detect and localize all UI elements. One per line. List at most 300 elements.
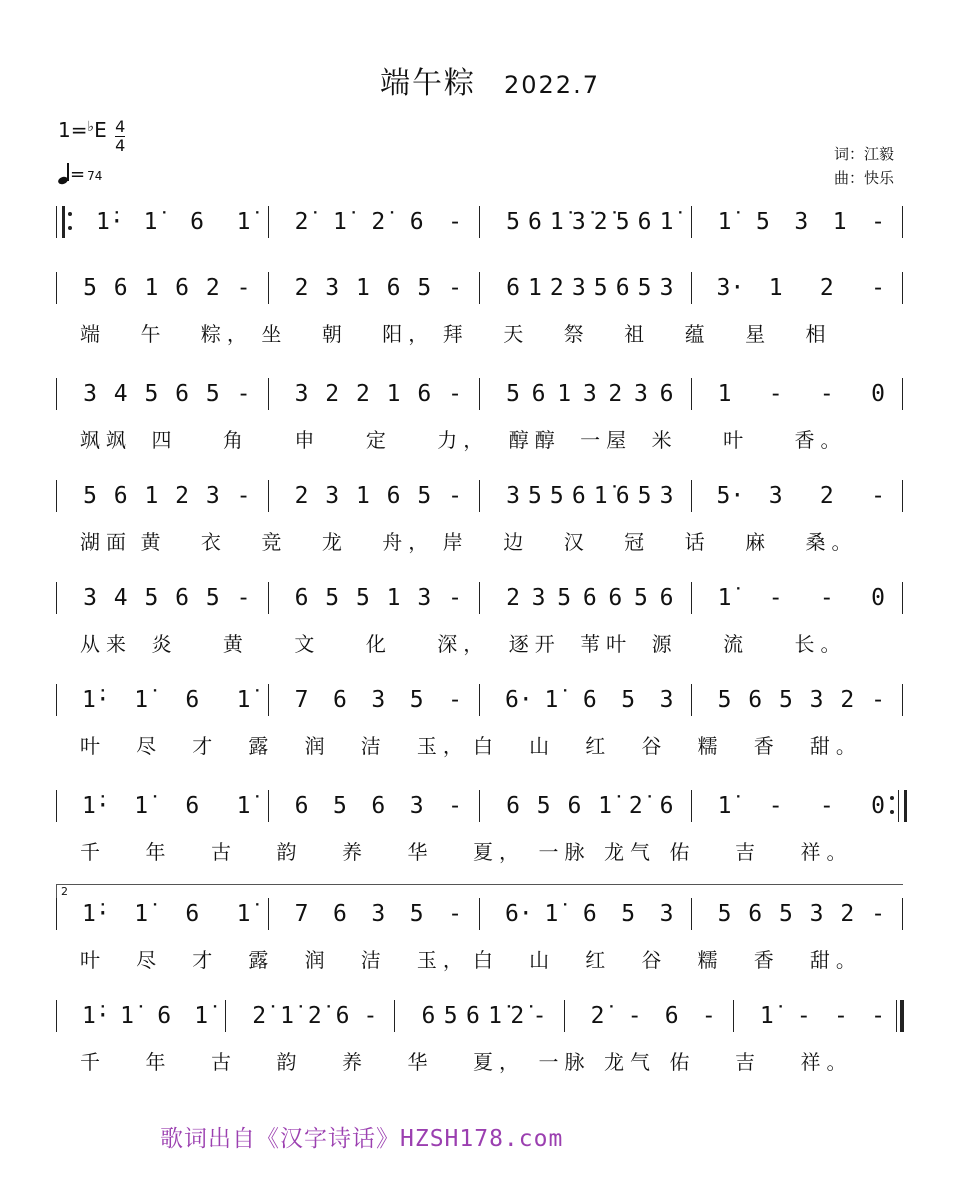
lyric-word: 醇醇 xyxy=(508,428,561,452)
note: - xyxy=(448,381,462,407)
note: 2 xyxy=(608,381,623,407)
note: 5 xyxy=(778,901,793,927)
lyric-word: 午 xyxy=(140,322,167,346)
note: - xyxy=(871,1003,885,1029)
note: 0 xyxy=(871,381,885,407)
note: 1̇· xyxy=(96,209,124,235)
note: 1 xyxy=(832,209,847,235)
note: 2 xyxy=(325,381,340,407)
note: 5· xyxy=(716,483,745,509)
note: 6 xyxy=(332,901,347,927)
barline xyxy=(268,378,269,410)
tempo-marking: = 74 xyxy=(58,162,102,185)
lyric-word: 边 xyxy=(503,530,530,554)
score-line xyxy=(56,780,904,868)
barline xyxy=(902,582,903,614)
title-text: 端午粽 xyxy=(380,66,476,101)
key-signature: 1=♭E $\frac{4}{4}$ xyxy=(58,117,126,155)
lyric-word: 佑 xyxy=(669,840,696,864)
note: 3 xyxy=(531,585,546,611)
lyric-word: 古 xyxy=(211,840,237,864)
note: 6 xyxy=(157,1003,172,1029)
note: 6 xyxy=(506,793,520,819)
note: 6 xyxy=(582,901,597,927)
barline xyxy=(225,1000,226,1032)
lyric-word: 香 xyxy=(753,948,780,972)
lyric-word: 话 xyxy=(684,530,711,554)
note: - xyxy=(768,381,783,407)
lyric-word: 叶 xyxy=(80,734,106,758)
score-line xyxy=(56,885,904,976)
note: 1 xyxy=(717,381,732,407)
lyric-word: 佑 xyxy=(669,1050,696,1074)
barline xyxy=(691,898,692,930)
lyric-word: 华 xyxy=(407,1050,434,1074)
note: 1 xyxy=(386,585,401,611)
note: 1̇· xyxy=(82,687,110,713)
note: 3 xyxy=(582,381,597,407)
lyric-word: 四 xyxy=(151,428,178,452)
note: - xyxy=(363,1003,378,1029)
note: - xyxy=(833,1003,848,1029)
note: - xyxy=(627,1003,642,1029)
notes-row xyxy=(56,368,904,420)
lyric-word: 文 xyxy=(294,632,321,656)
note: 5 xyxy=(549,483,564,509)
note: 5 xyxy=(717,901,732,927)
barline xyxy=(56,480,57,512)
lyric-word: 相 xyxy=(805,322,832,346)
note: 4 xyxy=(113,381,128,407)
note: 2 xyxy=(294,275,309,301)
lyric-word: 从来 xyxy=(80,632,132,656)
note: 5 xyxy=(615,209,630,235)
note: 1̇ xyxy=(332,209,347,235)
note: 6 xyxy=(386,275,401,301)
note: 5 xyxy=(409,901,424,927)
note: 5 xyxy=(633,585,648,611)
barline xyxy=(268,582,269,614)
note: 6 xyxy=(664,1003,679,1029)
note: 2̇ xyxy=(593,209,608,235)
note: - xyxy=(871,483,885,509)
lyric-word: 香 xyxy=(753,734,780,758)
lyric-word: 拜 xyxy=(442,322,469,346)
note: 2 xyxy=(819,483,834,509)
lyric-word: 山 xyxy=(529,948,556,972)
note: 7 xyxy=(294,687,309,713)
barline xyxy=(902,206,903,238)
barline xyxy=(394,1000,395,1032)
note: 5 xyxy=(409,687,424,713)
lyric-word: 才 xyxy=(192,734,219,758)
barline xyxy=(691,206,692,238)
volta-number: 2 xyxy=(61,885,68,898)
lyric-word: 祭 xyxy=(563,322,590,346)
notes-row xyxy=(56,780,904,832)
barline xyxy=(733,1000,734,1032)
score-line xyxy=(56,196,904,248)
lyric-word: 洁 xyxy=(360,948,387,972)
lyric-word: 桑。 xyxy=(805,530,858,554)
barline xyxy=(268,790,269,822)
note: 6 xyxy=(531,381,546,407)
notes-row xyxy=(56,196,904,248)
note: - xyxy=(819,793,834,819)
note: 5 xyxy=(536,793,551,819)
barline xyxy=(691,790,692,822)
barline xyxy=(56,272,57,304)
note: 5 xyxy=(205,381,220,407)
note: 2̇ xyxy=(252,1003,267,1029)
lyric-word: 露 xyxy=(248,734,275,758)
lyric-word: 夏， xyxy=(473,1050,525,1074)
note: 5 xyxy=(506,381,520,407)
note: 2 xyxy=(549,275,564,301)
note: 6 xyxy=(659,793,674,819)
note: 5 xyxy=(717,687,732,713)
repeat-end-icon xyxy=(890,796,894,816)
score-line xyxy=(56,990,904,1078)
note: - xyxy=(236,275,251,301)
lyric-word: 养 xyxy=(342,840,368,864)
notes-row xyxy=(56,990,904,1042)
note: 3 xyxy=(768,483,783,509)
note: 1̇· xyxy=(82,901,110,927)
note: 5 xyxy=(144,381,159,407)
lyric-word: 申 xyxy=(294,428,321,452)
lyric-word: 苇叶 xyxy=(580,632,633,656)
barline xyxy=(902,898,903,930)
note: 2 xyxy=(175,483,190,509)
note: 5 xyxy=(506,209,520,235)
lyric-word: 力， xyxy=(437,428,490,452)
note: 6 xyxy=(294,793,309,819)
lyric-word: 甜。 xyxy=(809,948,862,972)
note: 6 xyxy=(421,1003,436,1029)
note: 1̇ xyxy=(659,209,674,235)
note: 3 xyxy=(325,275,340,301)
note: 1̇ xyxy=(593,483,608,509)
quarter-note-icon xyxy=(58,162,70,184)
note: 2 xyxy=(205,275,220,301)
lyric-word: 年 xyxy=(145,840,172,864)
barline xyxy=(479,272,480,304)
lyric-word: 龙气 xyxy=(604,840,656,864)
lyric-word: 糯 xyxy=(697,734,724,758)
note: - xyxy=(448,209,462,235)
note: - xyxy=(768,585,783,611)
barline xyxy=(691,684,692,716)
lyric-word: 红 xyxy=(585,948,612,972)
lyric-word: 糯 xyxy=(697,948,724,972)
note: 5 xyxy=(527,483,542,509)
lyric-word: 夏， xyxy=(473,840,525,864)
barline xyxy=(691,480,692,512)
barline xyxy=(564,1000,565,1032)
lyric-word: 麻 xyxy=(745,530,772,554)
notes-row xyxy=(56,470,904,522)
lyric-word: 白 xyxy=(473,948,499,972)
lyric-word: 舟， xyxy=(382,530,435,554)
note: 6 xyxy=(748,901,763,927)
note: 1 xyxy=(144,275,159,301)
lyric-word: 叶 xyxy=(723,428,750,452)
lyrics-row xyxy=(56,726,904,762)
note: 1̇ xyxy=(598,793,613,819)
note: - xyxy=(448,585,462,611)
note: 1̇· xyxy=(82,1003,110,1029)
lyric-word: 红 xyxy=(585,734,612,758)
lyric-word: 祥。 xyxy=(800,1050,853,1074)
barline xyxy=(479,378,480,410)
barline xyxy=(479,898,480,930)
note: 6 xyxy=(615,483,630,509)
lyric-word: 湖面 xyxy=(80,530,132,554)
note: 1̇ xyxy=(134,793,149,819)
lyric-word: 朝 xyxy=(321,322,348,346)
note: - xyxy=(236,483,251,509)
lyric-word: 洁 xyxy=(360,734,387,758)
lyric-word: 蕴 xyxy=(684,322,711,346)
note: 5 xyxy=(621,901,636,927)
barline xyxy=(898,790,907,822)
note: 1 xyxy=(557,381,572,407)
note: 2̇ xyxy=(294,209,309,235)
note: 1̇ xyxy=(120,1003,134,1029)
note: 1̇ xyxy=(236,209,251,235)
note: - xyxy=(819,381,834,407)
note: 5 xyxy=(637,483,652,509)
score-line xyxy=(56,368,904,456)
note: 1̇ xyxy=(134,901,149,927)
note: 6 xyxy=(386,483,401,509)
note: 1̇ xyxy=(759,1003,774,1029)
lyric-word: 一脉 xyxy=(538,840,591,864)
note: - xyxy=(448,275,462,301)
note: 0 xyxy=(871,585,885,611)
lyric-word: 定 xyxy=(365,428,392,452)
note: 5 xyxy=(355,585,370,611)
barline xyxy=(479,480,480,512)
lyrics-row xyxy=(56,1042,904,1078)
barline xyxy=(479,790,480,822)
note: 3 xyxy=(371,687,386,713)
note: 1̇ xyxy=(236,793,251,819)
note: 1 xyxy=(355,275,370,301)
lyric-word: 坐 xyxy=(261,322,288,346)
note: 6 xyxy=(506,275,520,301)
lyrics-row xyxy=(56,624,904,660)
note: 6 xyxy=(748,687,763,713)
lyric-word: 龙 xyxy=(321,530,348,554)
lyric-word: 吉 xyxy=(735,840,761,864)
note: 6 xyxy=(659,381,674,407)
note: 3 xyxy=(83,381,97,407)
lyric-word: 龙气 xyxy=(604,1050,656,1074)
note: 6 xyxy=(185,793,200,819)
note: - xyxy=(448,793,462,819)
note: 6 xyxy=(185,901,200,927)
note: 1̇ xyxy=(143,209,158,235)
note: 6 xyxy=(335,1003,350,1029)
note: 3 xyxy=(417,585,432,611)
note: 3 xyxy=(809,901,824,927)
note: 1 xyxy=(355,483,370,509)
score-line xyxy=(56,470,904,558)
lyric-word: 千 xyxy=(80,840,106,864)
notes-row xyxy=(56,888,904,940)
lyric-word: 一屋 xyxy=(580,428,633,452)
lyric-word: 韵 xyxy=(276,1050,303,1074)
note: 3 xyxy=(659,687,674,713)
note: 3· xyxy=(716,275,745,301)
lyrics-row xyxy=(56,522,904,558)
note: 3 xyxy=(506,483,520,509)
lyric-word: 深， xyxy=(437,632,490,656)
lyric-word: 飒飒 xyxy=(80,428,132,452)
lyrics-row xyxy=(56,832,904,868)
note: 6 xyxy=(527,209,542,235)
barline xyxy=(691,582,692,614)
note: 6 xyxy=(175,381,190,407)
flat-icon: ♭ xyxy=(87,119,95,135)
lyric-word: 香。 xyxy=(794,428,847,452)
note: 6 xyxy=(567,793,582,819)
note: 2̇ xyxy=(628,793,643,819)
score-line xyxy=(56,572,904,660)
note: 3 xyxy=(571,275,586,301)
barline xyxy=(268,684,269,716)
lyric-word: 白 xyxy=(473,734,499,758)
lyric-word: 韵 xyxy=(276,840,303,864)
score-line xyxy=(56,262,904,350)
lyric-word: 衣 xyxy=(200,530,227,554)
lyric-word: 冠 xyxy=(624,530,651,554)
lyric-word: 尽 xyxy=(136,734,163,758)
note: 6 xyxy=(294,585,309,611)
barline xyxy=(268,898,269,930)
lyric-word: 角 xyxy=(222,428,249,452)
composer: 曲：快乐 xyxy=(833,169,894,187)
note: - xyxy=(236,381,251,407)
note: - xyxy=(532,1003,547,1029)
lyric-word: 润 xyxy=(304,948,331,972)
note: 5 xyxy=(755,209,770,235)
lyric-word: 岸 xyxy=(442,530,469,554)
lyric-word: 黄 xyxy=(140,530,167,554)
lyric-word: 华 xyxy=(407,840,434,864)
note: 3 xyxy=(371,901,386,927)
notes-row xyxy=(56,674,904,726)
lyric-word: 长。 xyxy=(794,632,847,656)
lyricist: 词：江毅 xyxy=(833,145,894,163)
lyrics-row xyxy=(56,420,904,456)
note: 5 xyxy=(83,275,97,301)
lyric-word: 竞 xyxy=(261,530,288,554)
lyric-word: 年 xyxy=(145,1050,172,1074)
song-title xyxy=(0,58,980,102)
note: 7 xyxy=(294,901,309,927)
note: - xyxy=(819,585,834,611)
note: 3 xyxy=(659,275,674,301)
note: 6 xyxy=(409,209,424,235)
lyric-word: 汉 xyxy=(563,530,590,554)
note: 2̇ xyxy=(510,1003,525,1029)
lyric-word: 阳， xyxy=(382,322,435,346)
note: 1 xyxy=(768,275,783,301)
note: - xyxy=(871,209,885,235)
note: 1̇ xyxy=(717,793,732,819)
barline xyxy=(902,684,903,716)
note: 1 xyxy=(527,275,542,301)
note: 2 xyxy=(506,585,520,611)
barline xyxy=(268,206,269,238)
barline xyxy=(56,790,57,822)
note: 6 xyxy=(659,585,674,611)
note: 5 xyxy=(417,275,432,301)
note: 3 xyxy=(409,793,424,819)
note: - xyxy=(448,901,462,927)
note: 3 xyxy=(633,381,648,407)
note: - xyxy=(796,1003,811,1029)
note: 2 xyxy=(840,687,855,713)
lyric-word: 黄 xyxy=(222,632,249,656)
note: 5 xyxy=(417,483,432,509)
note: 5 xyxy=(621,687,636,713)
note: - xyxy=(448,687,462,713)
note: 5 xyxy=(443,1003,458,1029)
lyric-word: 山 xyxy=(529,734,556,758)
note: 5 xyxy=(205,585,220,611)
lyric-word: 叶 xyxy=(80,948,106,972)
note: 2̇ xyxy=(590,1003,605,1029)
note: 2 xyxy=(840,901,855,927)
lyric-word: 化 xyxy=(365,632,392,656)
lyric-word: 流 xyxy=(723,632,750,656)
lyric-word: 谷 xyxy=(641,734,668,758)
repeat-start-icon xyxy=(68,212,72,232)
lyric-word: 尽 xyxy=(136,948,163,972)
barline xyxy=(691,378,692,410)
score-line xyxy=(56,674,904,762)
note: 1̇ xyxy=(717,585,732,611)
barline xyxy=(691,272,692,304)
note: 3 xyxy=(659,483,674,509)
notes-row xyxy=(56,572,904,624)
barline xyxy=(896,1000,904,1032)
note: 6 xyxy=(417,381,432,407)
note: 2 xyxy=(294,483,309,509)
barline xyxy=(56,898,57,930)
lyric-word: 甜。 xyxy=(809,734,862,758)
note: 3 xyxy=(325,483,340,509)
note: 3 xyxy=(809,687,824,713)
note: - xyxy=(448,483,462,509)
note: 1 xyxy=(144,483,159,509)
note: 6 xyxy=(185,687,200,713)
barline xyxy=(479,684,480,716)
credits xyxy=(834,142,894,190)
title-date: 2022.7 xyxy=(504,71,600,99)
barline xyxy=(56,684,57,716)
barline xyxy=(902,480,903,512)
note: 1 xyxy=(386,381,401,407)
note: 6 xyxy=(175,585,190,611)
note: 6 xyxy=(465,1003,480,1029)
note: 1̇· xyxy=(82,793,110,819)
note: 0 xyxy=(871,793,885,819)
